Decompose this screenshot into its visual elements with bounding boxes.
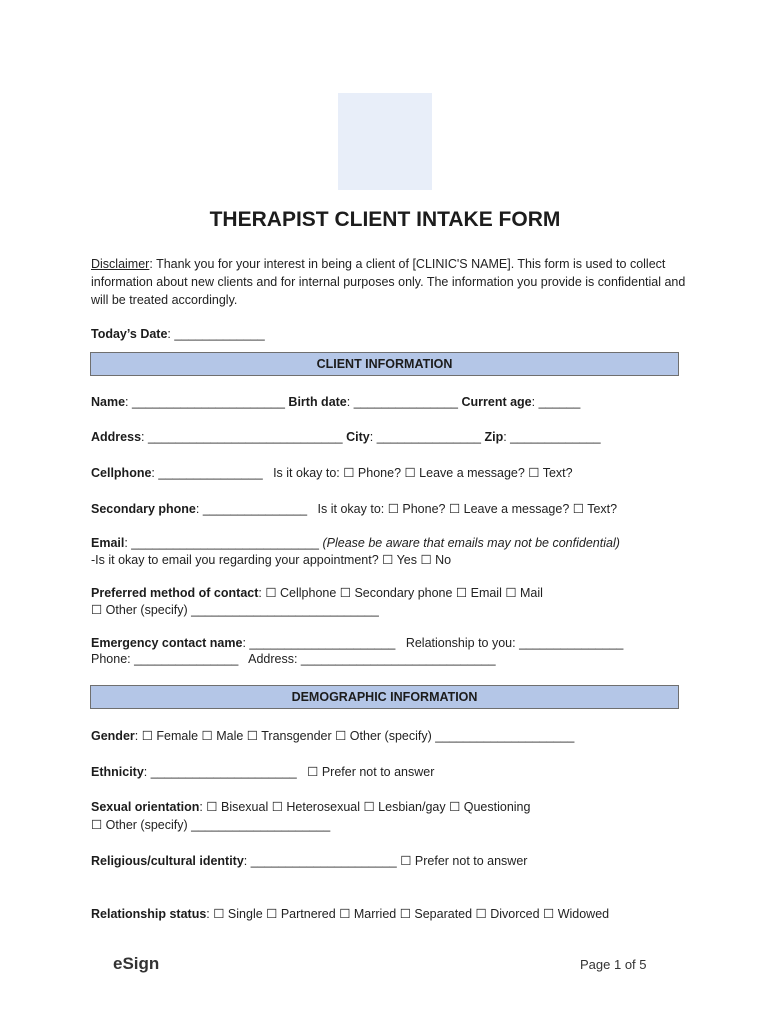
ethnicity-label: Ethnicity — [91, 765, 144, 779]
email-field[interactable]: : ___________________________ — [124, 536, 320, 550]
demographic-info-header: DEMOGRAPHIC INFORMATION — [90, 685, 679, 709]
email-question[interactable]: -Is it okay to email you regarding your appointment? ☐ Yes ☐ No — [91, 553, 452, 567]
cellphone-permissions[interactable]: Is it okay to: ☐ Phone? ☐ Leave a message? ☐ Text? — [273, 466, 573, 480]
ethnicity-prefer-not[interactable]: ☐ Prefer not to answer — [307, 765, 435, 779]
cellphone-field[interactable]: : _______________ — [151, 466, 263, 480]
birth-date-field[interactable]: : _______________ — [346, 395, 458, 409]
orientation-row — [91, 799, 530, 814]
current-age-label: Current age — [461, 395, 532, 409]
preferred-contact-other[interactable]: ☐ Other (specify) ___________________________ — [91, 603, 379, 617]
relationship-status-options[interactable]: : ☐ Single ☐ Partnered ☐ Married ☐ Separated ☐ Divorced ☐ Widowed — [206, 907, 610, 921]
relationship-status-label: Relationship status — [91, 907, 207, 921]
secondary-phone-label: Secondary phone — [91, 502, 196, 516]
religious-field[interactable]: : _____________________ — [243, 854, 397, 868]
emergency-contact-label: Emergency contact name — [91, 636, 243, 650]
address-field[interactable]: : ____________________________ — [141, 430, 343, 444]
preferred-contact-label: Preferred method of contact — [91, 586, 259, 600]
current-age-field[interactable]: : ______ — [531, 395, 581, 409]
esign-logo: eSign — [113, 954, 160, 973]
city-field[interactable]: : _______________ — [369, 430, 481, 444]
ethnicity-field[interactable]: : _____________________ — [143, 765, 297, 779]
emergency-phone-field[interactable]: Phone: _______________ — [91, 652, 239, 666]
emergency-contact-field[interactable]: : _____________________ — [242, 636, 396, 650]
emergency-address-field[interactable]: Address: ____________________________ — [248, 652, 496, 666]
orientation-other[interactable]: ☐ Other (specify) ____________________ — [91, 818, 331, 832]
gender-label: Gender — [91, 729, 135, 743]
name-row — [91, 395, 580, 409]
address-row — [91, 430, 601, 444]
relationship-status-row — [91, 906, 609, 921]
todays-date-label: Today’s Date — [91, 327, 168, 341]
emergency-contact-row — [91, 636, 623, 650]
form-title: THERAPIST CLIENT INTAKE FORM — [209, 208, 561, 231]
preferred-contact-options[interactable]: : ☐ Cellphone ☐ Secondary phone ☐ Email ☐ Mail — [258, 586, 543, 600]
religious-row — [91, 853, 527, 868]
email-note: (Please be aware that emails may not be confidential) — [322, 536, 620, 550]
gender-row — [91, 728, 574, 743]
name-field[interactable]: : ______________________ — [125, 395, 285, 409]
email-label: Email — [91, 536, 125, 550]
religious-label: Religious/cultural identity — [91, 854, 244, 868]
secondary-phone-row — [91, 501, 617, 516]
city-label: City — [346, 430, 370, 444]
disclaimer — [91, 255, 691, 309]
email-row — [91, 536, 620, 550]
relationship-field[interactable]: Relationship to you: _______________ — [405, 636, 624, 650]
religious-prefer-not[interactable]: ☐ Prefer not to answer — [400, 854, 528, 868]
orientation-options[interactable]: : ☐ Bisexual ☐ Heterosexual ☐ Lesbian/gay ☐ Questioning — [199, 800, 531, 814]
cellphone-row — [91, 465, 573, 480]
secondary-phone-field[interactable]: : _______________ — [195, 502, 308, 516]
orientation-label: Sexual orientation — [91, 800, 200, 814]
disclaimer-label: Disclaimer — [91, 257, 150, 271]
zip-label: Zip — [484, 430, 504, 444]
disclaimer-text: : Thank you for your interest in being a client of [CLINIC'S NAME]. This form is used to collect information about new clients and for internal purposes only. The information you provide is confidential and will be treated accordingly. — [91, 257, 686, 307]
zip-field[interactable]: : _____________ — [503, 430, 601, 444]
birth-date-label: Birth date — [288, 395, 347, 409]
gender-options[interactable]: : ☐ Female ☐ Male ☐ Transgender ☐ Other (specify) ____________________ — [134, 729, 575, 743]
ethnicity-row — [91, 764, 434, 779]
client-info-header: CLIENT INFORMATION — [90, 352, 679, 376]
address-label: Address — [91, 430, 142, 444]
emergency-phone-row — [91, 652, 496, 666]
cellphone-label: Cellphone — [91, 466, 152, 480]
secondary-phone-permissions[interactable]: Is it okay to: ☐ Phone? ☐ Leave a message? ☐ Text? — [317, 502, 618, 516]
logo-placeholder — [338, 93, 432, 190]
page-number: Page 1 of 5 — [580, 957, 647, 972]
todays-date-field[interactable] — [91, 327, 265, 341]
preferred-contact-row — [91, 585, 543, 600]
todays-date-blank[interactable]: : _____________ — [167, 327, 265, 341]
name-label: Name — [91, 395, 126, 409]
